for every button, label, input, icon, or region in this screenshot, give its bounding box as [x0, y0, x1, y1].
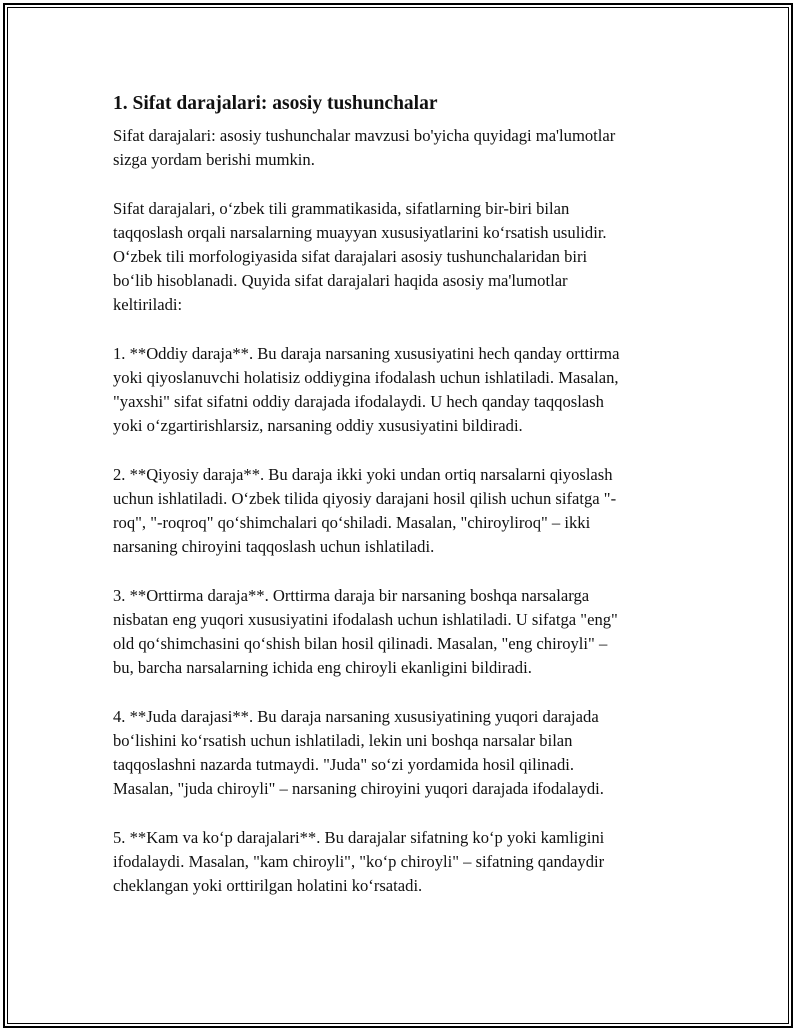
paragraph-item-3: 3. **Orttirma daraja**. Orttirma daraja bir narsaning boshqa narsalarga nisbatan eng yuqori xususiyatini ifodalash uchun ishlatiladi. U sifatga "eng" old qo‘shimchasini qo‘shish bilan hosil qilinadi. Masalan, "eng chiroyli" – bu, barcha narsalarning ichida eng chiroyli ekanligini bildiradi. — [113, 585, 618, 678]
paragraph-item-1: 1. **Oddiy daraja**. Bu daraja narsaning xususiyatini hech qanday orttirma yoki qiyoslanuvchi holatisiz oddiygina ifodalash uchun ishlatiladi. Masalan, "yaxshi" sifat sifatni oddiy darajada ifodalaydi. U hech qanday taqqoslash yoki o‘zgartirishlarsiz, narsaning oddiy xususiyatini bildiradi. — [113, 343, 620, 436]
document-body — [113, 91, 693, 923]
paragraph-item-4: 4. **Juda darajasi**. Bu daraja narsaning xususiyatining yuqori darajada bo‘lishini ko‘rsatish uchun ishlatiladi, lekin uni boshqa narsalar bilan taqqoslashni nazarda tutmaydi. "Juda" so‘zi yordamida hosil qilinadi. Masalan, "juda chiroyli" – narsaning chiroyini yuqori darajada ifodalaydi. — [113, 706, 604, 799]
paragraph-item-5: 5. **Kam va ko‘p darajalari**. Bu darajalar sifatning ko‘p yoki kamligini ifodalaydi. Masalan, "kam chiroyli", "ko‘p chiroyli" – sifatning qandaydir cheklangan yoki orttirilgan holatini ko‘rsatadi. — [113, 827, 605, 896]
paragraph-definition: Sifat darajalari, o‘zbek tili grammatikasida, sifatlarning bir-biri bilan taqqoslash orqali narsalarning muayyan xususiyatlarini ko‘rsatish usulidir. O‘zbek tili morfologiyasida sifat darajalari asosiy tushunchalaridan biri bo‘lib hisoblanadi. Quyida sifat darajalari haqida asosiy ma'lumotlar keltiriladi: — [113, 198, 607, 315]
paragraph-item-2: 2. **Qiyosiy daraja**. Bu daraja ikki yoki undan ortiq narsalarni qiyoslash uchun ishlatiladi. O‘zbek tilida qiyosiy darajani hosil qilish uchun sifatga "- roq", "-roqroq" qo‘shimchalari qo‘shiladi. Masalan, "chiroyliroq" – ikki narsaning chiroyini taqqoslash uchun ishlatiladi. — [113, 464, 617, 557]
section-heading: 1. Sifat darajalari: asosiy tushunchalar — [113, 93, 438, 114]
paragraph-intro: Sifat darajalari: asosiy tushunchalar mavzusi bo'yicha quyidagi ma'lumotlar sizga yordam berishi mumkin. — [113, 126, 616, 170]
